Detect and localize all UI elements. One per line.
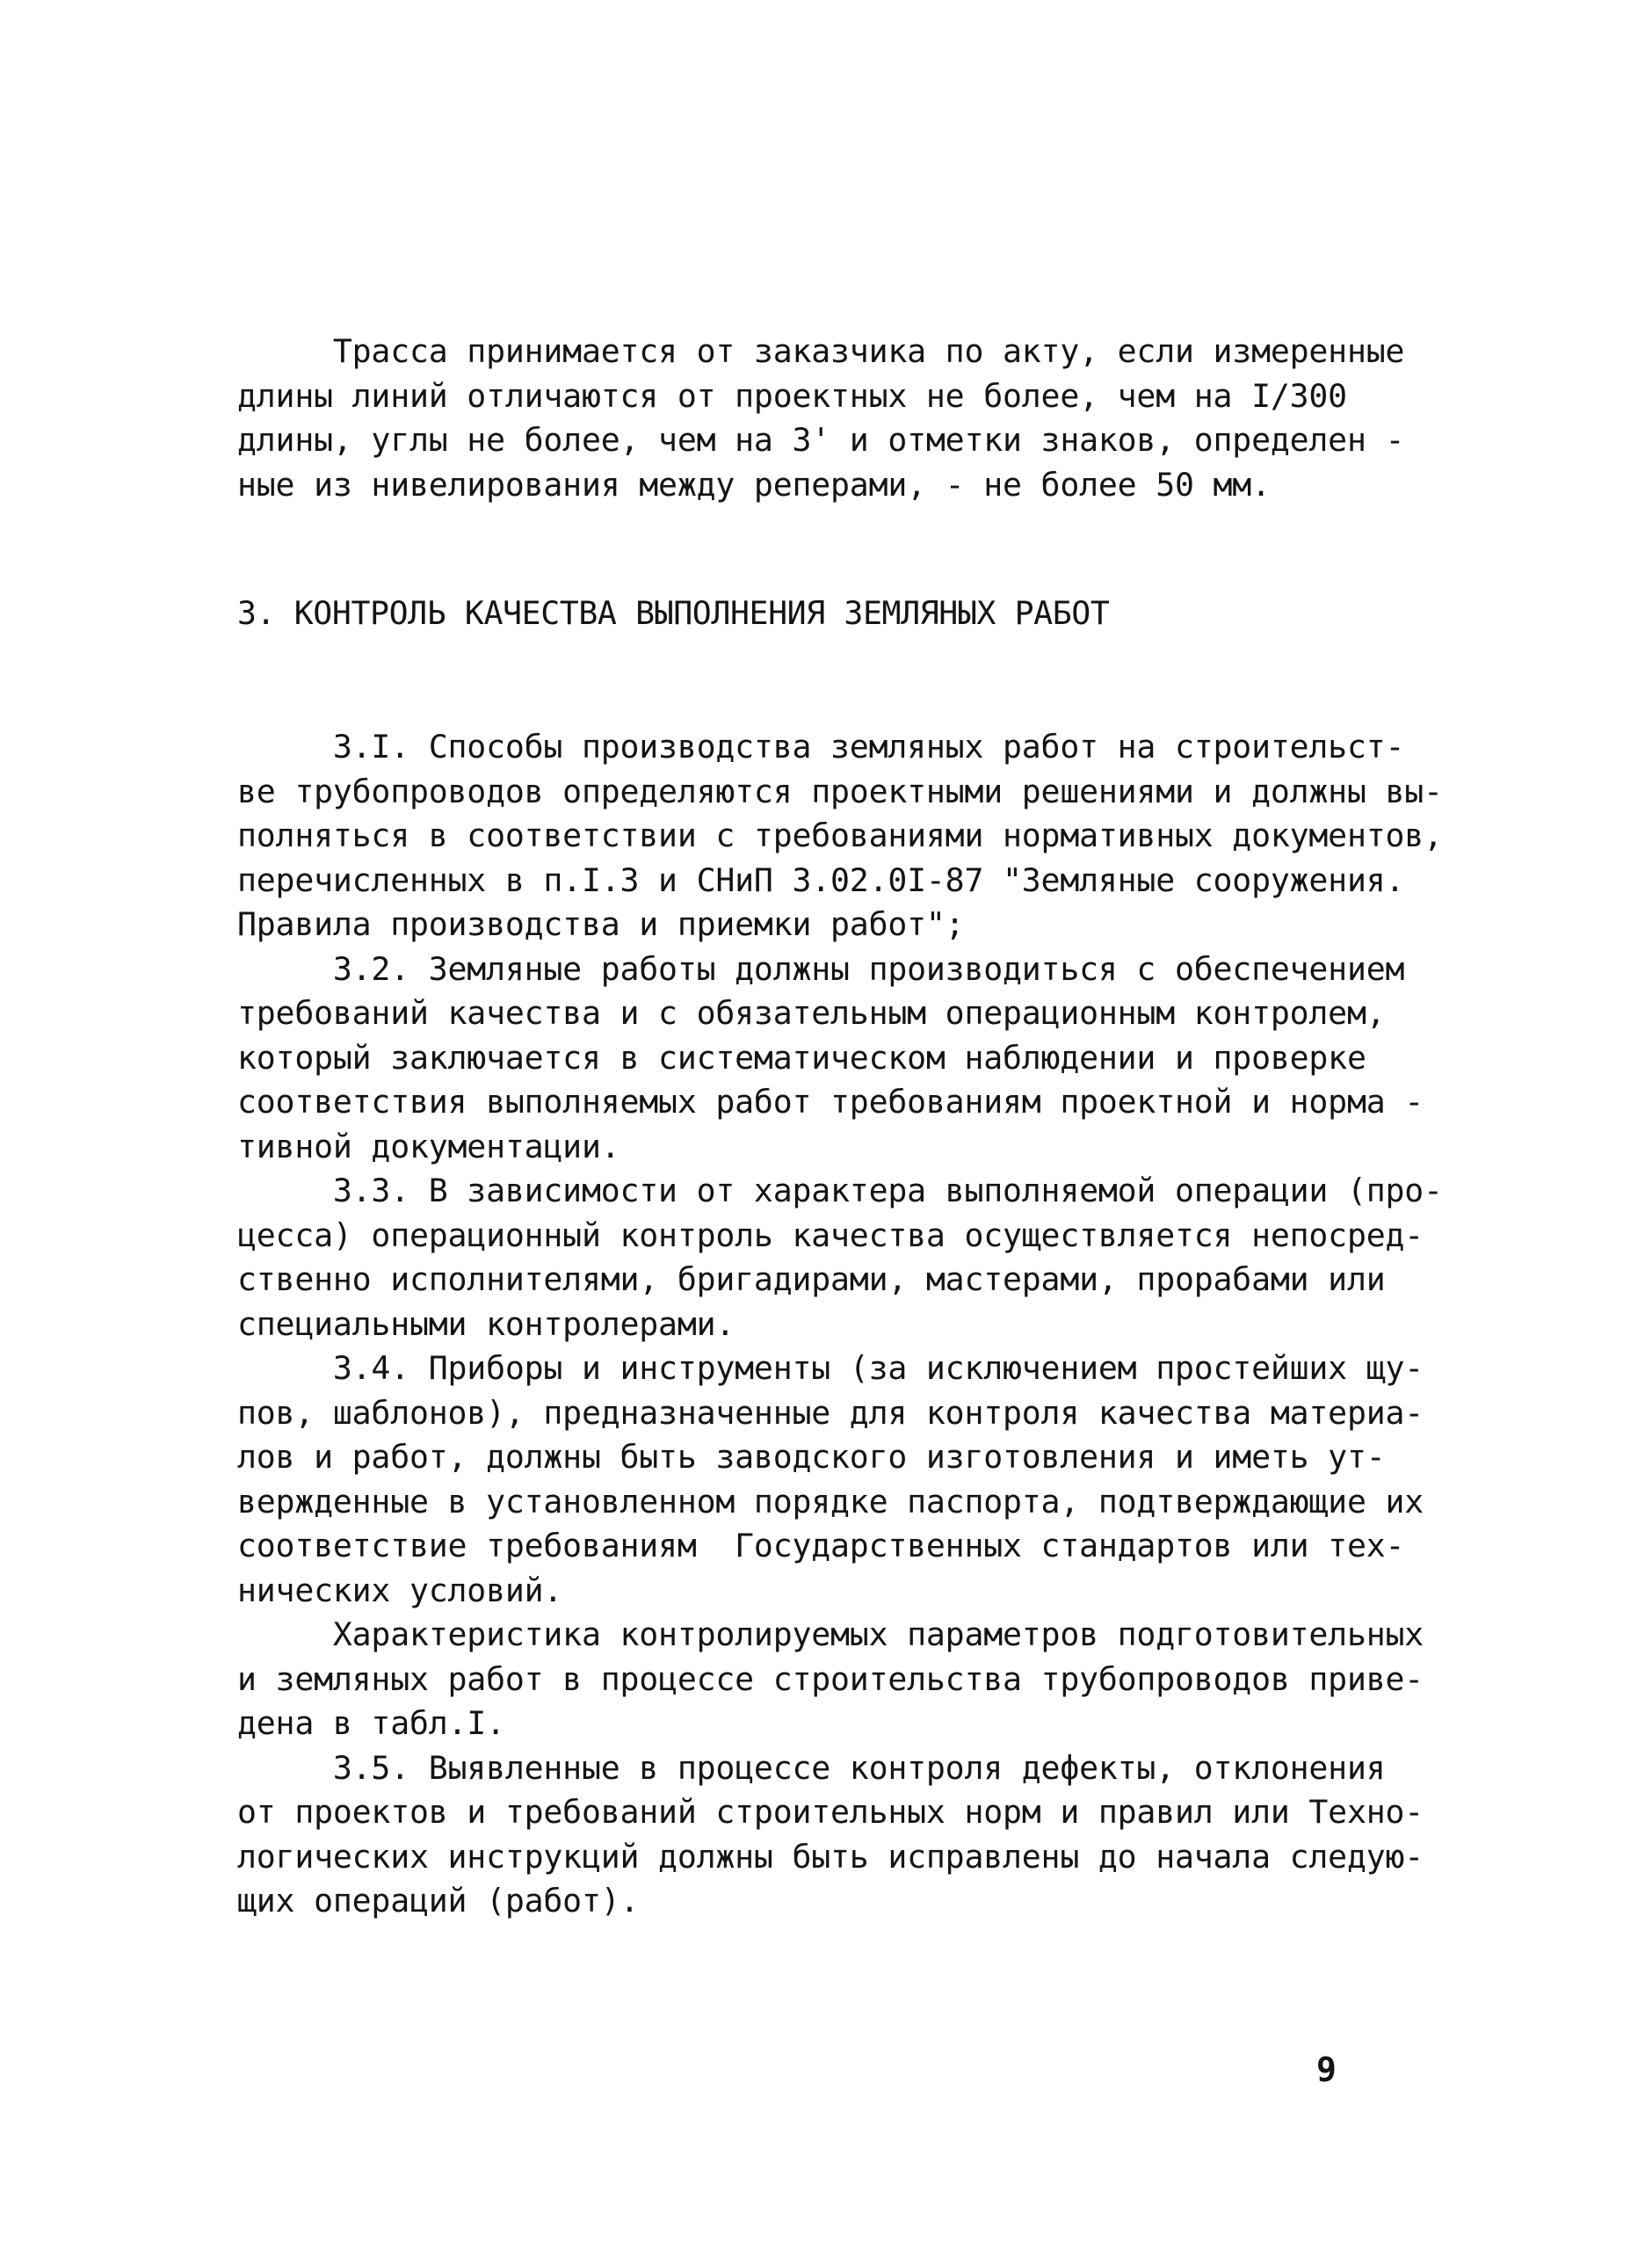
body-line: 3.3. В зависимости от характера выполняемой операции (про-: [237, 1172, 1443, 1209]
page-number: 9: [1316, 2050, 1337, 2089]
body-line: соответствия выполняемых работ требованиям проектной и норма -: [237, 1083, 1424, 1121]
body-line: ственно исполнителями, бригадирами, мастерами, прорабами или: [237, 1260, 1386, 1298]
body-line: от проектов и требований строительных норм и правил или Техно-: [237, 1793, 1424, 1831]
section-body: [237, 725, 1443, 1924]
body-line: специальными контролерами.: [237, 1304, 735, 1343]
body-line: щих операций (работ).: [237, 1882, 640, 1920]
body-line: перечисленных в п.I.3 и СНиП 3.02.0I-87 "Земляные сооружения.: [237, 860, 1405, 899]
body-line: нических условий.: [237, 1571, 563, 1609]
body-line: полняться в соответствии с требованиями нормативных документов,: [237, 817, 1443, 854]
section-heading: 3. КОНТРОЛЬ КАЧЕСТВА ВЫПОЛНЕНИЯ ЗЕМЛЯНЫХ РАБОТ: [237, 594, 1110, 632]
body-line: 3.4. Приборы и инструменты (за исключением простейших щу-: [237, 1349, 1424, 1387]
body-line: дена в табл.I.: [237, 1704, 505, 1742]
body-line: требований качества и с обязательным операционным контролем,: [237, 994, 1386, 1032]
body-line: и земляных работ в процессе строительства трубопроводов приве-: [237, 1659, 1424, 1698]
intro-line: длины линий отличаются от проектных не более, чем на I/300: [237, 376, 1347, 415]
body-line: логических инструкций должны быть исправлены до начала следую-: [237, 1837, 1424, 1876]
body-line: 3.I. Способы производства земляных работ на строительст-: [237, 728, 1405, 766]
body-line: 3.5. Выявленные в процессе контроля дефекты, отклонения: [237, 1748, 1386, 1787]
body-line: пов, шаблонов), предназначенные для контроля качества материа-: [237, 1393, 1424, 1432]
intro-line: длины, углы не более, чем на 3' и отметки знаков, определен -: [237, 421, 1405, 459]
intro-line: ные из нивелирования между реперами, - не более 50 мм.: [237, 465, 1271, 504]
body-line: соответствие требованиям Государственных стандартов или тех-: [237, 1527, 1405, 1564]
body-line: который заключается в систематическом наблюдении и проверке: [237, 1038, 1366, 1077]
body-line: ве трубопроводов определяются проектными решениями и должны вы-: [237, 772, 1443, 810]
intro-line: Трасса принимается от заказчика по акту, если измеренные: [237, 332, 1405, 370]
body-line: тивной документации.: [237, 1127, 620, 1165]
body-line: Правила производства и приемки работ";: [237, 905, 965, 943]
intro-paragraph: [237, 330, 1405, 507]
body-line: 3.2. Земляные работы должны производиться с обеспечением: [237, 949, 1405, 988]
body-line: цесса) операционный контроль качества осуществляется непосред-: [237, 1216, 1424, 1254]
body-line: лов и работ, должны быть заводского изготовления и иметь ут-: [237, 1438, 1386, 1476]
body-line: вержденные в установленном порядке паспорта, подтверждающие их: [237, 1482, 1424, 1521]
body-line: Характеристика контролируемых параметров подготовительных: [237, 1615, 1424, 1653]
